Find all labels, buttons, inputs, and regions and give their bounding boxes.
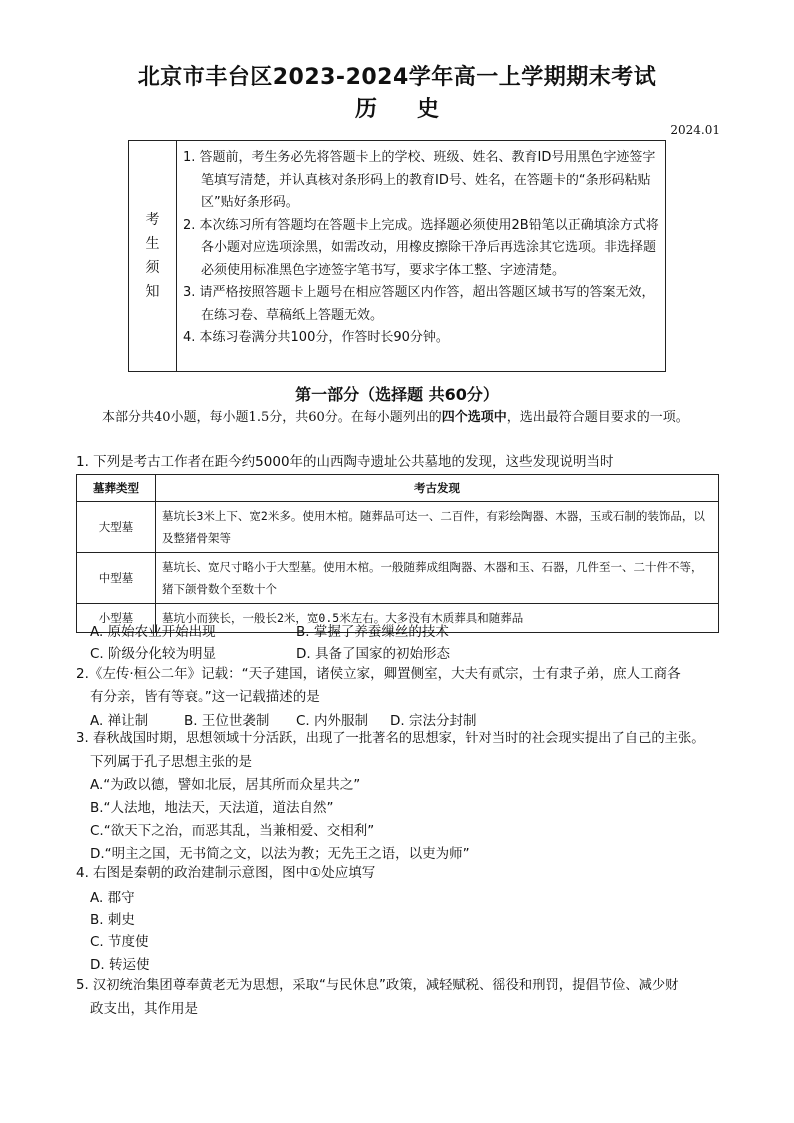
notice-label-char: 生 (145, 236, 160, 252)
notice-item: 2. 本次练习所有答题均在答题卡上完成。选择题必须使用2B铅笔以正确填涂方式将各小题对应选项涂黑，如需改动，用橡皮擦除干净后再选涂其它选项。非选择题必须使用标准黑色字迹签字笔书写，要求字体工整、字迹清楚。 (183, 217, 659, 278)
q2-option-a[interactable]: A. 禅让制 (90, 713, 149, 729)
tomb-type: 小型墓 (77, 604, 156, 633)
question-2-stem (76, 663, 736, 708)
q3-option-a[interactable]: A.“为政以德，譬如北辰，居其所而众星共之” (90, 777, 361, 793)
q3-option-b[interactable]: B.“人法地，地法天，天法道，道法自然” (90, 800, 334, 816)
intro-emphasis: 四个选项中 (441, 410, 507, 425)
exam-date: 2024.01 (670, 123, 720, 137)
tomb-type: 大型墓 (77, 502, 156, 553)
notice-label-char: 考 (145, 212, 160, 228)
q2-option-c[interactable]: C. 内外服制 (296, 713, 369, 729)
notice-items (177, 141, 665, 371)
notice-label-char: 须 (145, 260, 160, 276)
exam-title: 北京市丰台区2023-2024学年高一上学期期末考试 (137, 65, 657, 90)
tomb-type: 中型墓 (77, 553, 156, 604)
table-row (77, 553, 719, 604)
q1-option-a[interactable]: A. 原始农业开始出现 (90, 624, 216, 640)
notice-item: 1. 答题前，考生务必先将答题卡上的学校、班级、姓名、教育ID号用黑色字迹签字笔填写清楚，并认真核对条形码上的教育ID号、姓名，在答题卡的“条形码粘贴区”贴好条形码。 (183, 150, 656, 210)
q1-option-c[interactable]: C. 阶级分化较为明显 (90, 646, 217, 662)
q4-option-c[interactable]: C. 节度使 (90, 934, 149, 950)
notice-label (129, 141, 177, 371)
question-3-stem (76, 728, 740, 773)
q2-option-b[interactable]: B. 王位世袭制 (184, 713, 270, 729)
tomb-finding: 墓坑长3米上下、宽2米多。使用木棺。随葬品可达一、二百件，有彩绘陶器、木器，玉或石制的装饰品，以及整猪骨架等 (156, 502, 719, 553)
q3-option-d[interactable]: D.“明主之国，无书简之文，以法为教；无先王之语，以吏为师” (90, 846, 470, 862)
q5-stem-line: 政支出，其作用是 (90, 1000, 198, 1017)
intro-text-end: ，选出最符合题目要求的一项。 (506, 410, 689, 425)
table-header-row (77, 475, 719, 502)
archaeology-table (76, 474, 719, 633)
q2-stem-line: 有分亲，皆有等衰。”这一记载描述的是 (90, 688, 320, 705)
notice-item: 3. 请严格按照答题卡上题号在相应答题区内作答，超出答题区域书写的答案无效，在练习卷、草稿纸上答题无效。 (183, 285, 655, 323)
q2-option-d[interactable]: D. 宗法分封制 (390, 713, 477, 729)
q4-option-a[interactable]: A. 郡守 (90, 890, 135, 906)
question-4-stem: 4. 右图是秦朝的政治建制示意图，图中①处应填写 (76, 865, 376, 881)
subject-title: 历史 (354, 97, 479, 122)
q1-option-d[interactable]: D. 具备了国家的初始形态 (296, 646, 450, 662)
q3-stem-line: 下列属于孔子思想主张的是 (90, 753, 252, 770)
notice-item: 4. 本练习卷满分共100分，作答时长90分钟。 (183, 330, 449, 345)
question-5-stem (76, 975, 740, 1020)
q2-stem-line: 2.《左传·桓公二年》记载：“天子建国，诸侯立家，卿置侧室，大夫有贰宗，士有隶子弟，庶人工商各 (76, 666, 681, 682)
candidate-notice-box (128, 140, 666, 372)
table-row (77, 502, 719, 553)
tomb-finding: 墓坑小而狭长，一般长2米，宽0.5米左右。大多没有木质葬具和随葬品 (156, 604, 719, 633)
table-header: 墓葬类型 (77, 475, 156, 502)
section-intro (76, 407, 722, 429)
section-title: 第一部分（选择题 共60分） (295, 385, 499, 404)
q4-option-b[interactable]: B. 刺史 (90, 912, 135, 928)
q1-option-b[interactable]: B. 掌握了养蚕缫丝的技术 (296, 624, 449, 640)
q5-stem-line: 5. 汉初统治集团尊奉黄老无为思想，采取“与民休息”政策，减轻赋税、徭役和刑罚，提倡节俭、减少财 (76, 978, 679, 993)
table-header: 考古发现 (156, 475, 719, 502)
q4-option-d[interactable]: D. 转运使 (90, 957, 150, 973)
q3-option-c[interactable]: C.“欲天下之治，而恶其乱，当兼相爱、交相利” (90, 823, 375, 839)
q3-stem-line: 3. 春秋战国时期，思想领域十分活跃，出现了一批著名的思想家，针对当时的社会现实提出了自己的主张。 (76, 731, 705, 746)
question-1-stem: 1. 下列是考古工作者在距今约5000年的山西陶寺遗址公共墓地的发现，这些发现说明当时 (76, 454, 614, 470)
intro-text: 本部分共40小题，每小题1.5分，共60分。在每小题列出的 (102, 410, 442, 425)
notice-label-char: 知 (145, 284, 160, 300)
tomb-finding: 墓坑长、宽尺寸略小于大型墓。使用木棺。一般随葬成组陶器、木器和玉、石器，几件至一、二十件不等，猪下颌骨数个至数十个 (156, 553, 719, 604)
